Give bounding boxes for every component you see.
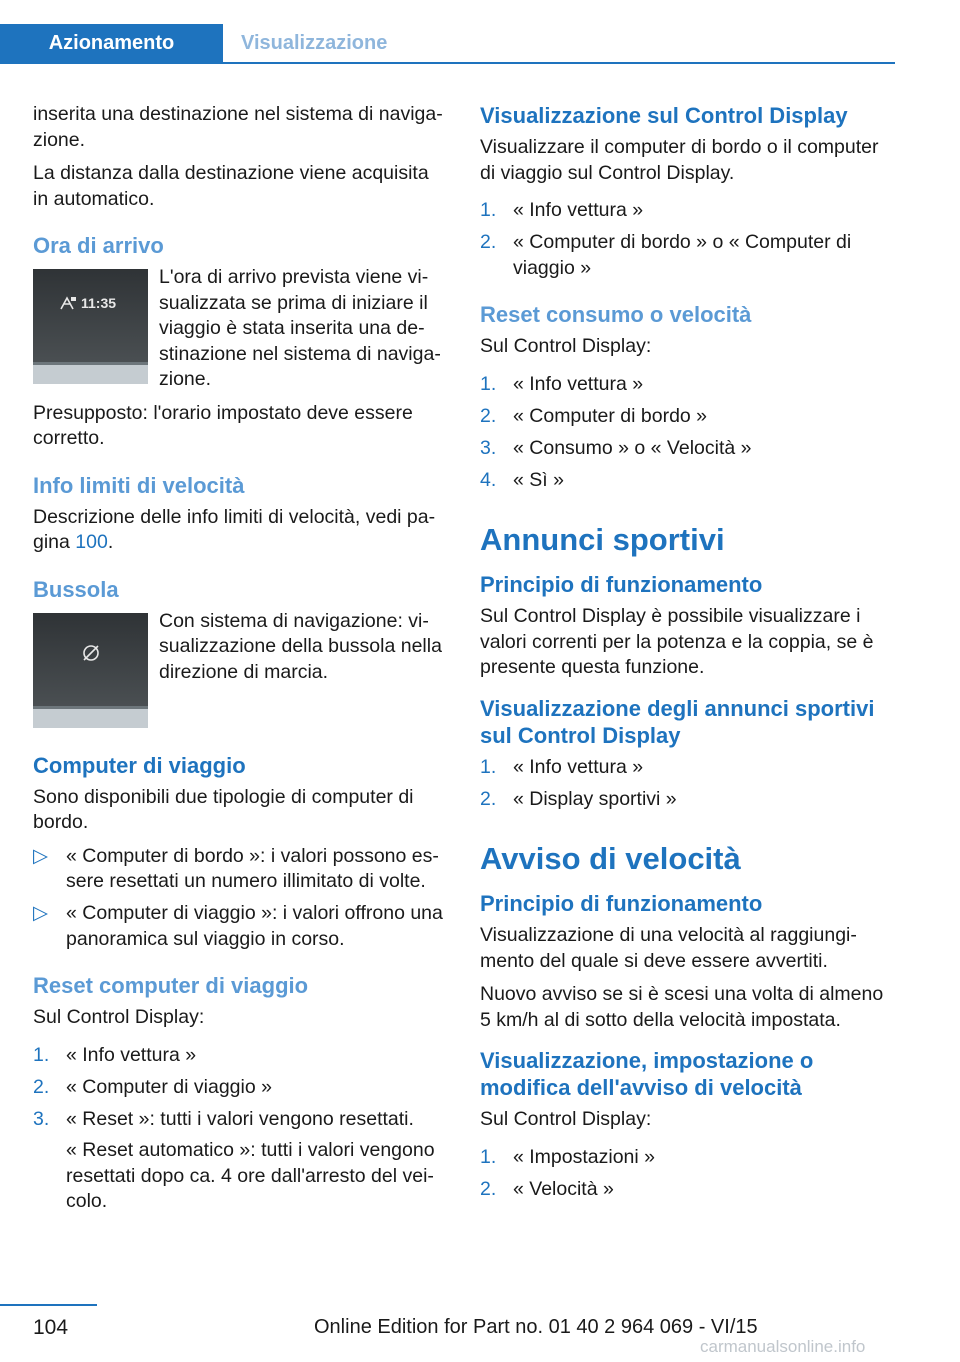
cd-display-text: Visualizzare il computer di bordo o il computer di viaggio sul Control Display. (480, 136, 879, 184)
list-item: 3. « Reset »: tutti i valori vengono resettati. « Reset automatico »: tutti i valori vengono resettati dopo ca. 4 ore dall'arresto del vei-colo. (33, 1107, 448, 1215)
arrival-screen-image (33, 269, 148, 384)
compass-icon (81, 643, 101, 663)
chapter-tab: Azionamento (0, 24, 223, 62)
compass-figure-row (33, 609, 448, 728)
list-item: 3. « Consumo » o « Velocità » (480, 436, 752, 459)
intro-paragraph-1: inserita una destinazione nel sistema di naviga-zione. (33, 103, 443, 151)
list-item: 2. « Velocità » (480, 1177, 614, 1200)
reset-consumption-intro: Sul Control Display: (480, 335, 652, 357)
arrival-text: L'ora di arrivo prevista viene vi-sualizzata se prima di iniziare il viaggio è stata inserita una de-stinazione nel sistema di naviga-zione. (159, 266, 441, 390)
intro-paragraph-2: La distanza dalla destinazione viene acquisita in automatico. (33, 162, 429, 210)
speed-warning-p2: Nuovo avviso se si è scesi una volta di almeno 5 km/h al di sotto della velocità impostata. (480, 983, 884, 1031)
sport-steps (480, 755, 895, 813)
reset-consumption-steps (480, 372, 895, 494)
trip-computer-text: Sono disponibili due tipologie di computer di bordo. (33, 785, 414, 833)
cd-display-title: Visualizzazione sul Control Display (480, 103, 848, 128)
right-column (480, 102, 895, 1209)
watermark: carmanualsonline.info (700, 1337, 866, 1356)
list-item: 4. « Sì » (480, 468, 564, 491)
left-column (33, 102, 448, 1221)
list-item: ▷ « Computer di viaggio »: i valori offrono una panoramica sul viaggio in corso. (33, 902, 443, 950)
cd-display-steps (480, 198, 895, 281)
compass-screen-image (33, 613, 148, 728)
list-item: 1. « Impostazioni » (480, 1145, 655, 1168)
reset-trip-steps (33, 1043, 448, 1215)
speed-warning-p1: Visualizzazione di una velocità al raggiungi-mento del quale si deve essere avvertiti. (480, 924, 857, 972)
triangle-right-icon: ▷ (33, 844, 48, 867)
navigation-flag-icon (59, 296, 77, 310)
page-header (0, 24, 895, 64)
arrival-title: Ora di arrivo (33, 233, 164, 258)
speed-limits-text: Descrizione delle info limiti di velocità, vedi pa-gina 100. (33, 505, 436, 553)
list-item: 1. « Info vettura » (33, 1043, 197, 1066)
sport-principle-title: Principio di funzionamento (480, 572, 763, 597)
list-item: 2. « Display sportivi » (480, 787, 677, 810)
speed-warning-set-title: Visualizzazione, impostazione o modifica dell'avviso di velocità (480, 1048, 814, 1100)
footer-rule (0, 1304, 97, 1306)
reset-automatic-note: « Reset automatico »: tutti i valori vengono resettati dopo ca. 4 ore dall'arresto del vei-colo. (66, 1139, 435, 1212)
page-number: 104 (33, 1316, 69, 1339)
list-item: 2. « Computer di viaggio » (33, 1075, 272, 1098)
triangle-right-icon: ▷ (33, 902, 48, 924)
reset-trip-title: Reset computer di viaggio (33, 973, 309, 998)
arrival-figure-row (33, 265, 448, 401)
sport-show-title: Visualizzazione degli annunci sportivi sul Control Display (480, 695, 875, 748)
compass-title: Bussola (33, 576, 119, 602)
arrival-note: Presupposto: l'orario impostato deve essere corretto. (33, 401, 413, 449)
list-item: ▷ « Computer di bordo »: i valori possono es-sere resettati un numero illimitato di volte. (33, 844, 439, 892)
sport-principle-text: Sul Control Display è possibile visualizzare i valori correnti per la potenza e la coppia, se è presente questa funzione. (480, 605, 874, 678)
edition-note: Online Edition for Part no. 01 40 2 964 069 - VI/15 (314, 1316, 758, 1338)
speed-warning-principle-title: Principio di funzionamento (480, 891, 763, 916)
speed-warning-title: Avviso di velocità (480, 841, 741, 876)
list-item: 1. « Info vettura » (480, 372, 644, 395)
page-reference-link[interactable]: 100 (75, 531, 108, 553)
arrival-screen-readout: 11:35 (59, 295, 116, 311)
reset-trip-intro: Sul Control Display: (33, 1006, 205, 1028)
list-item: 2. « Computer di bordo » (480, 404, 708, 427)
list-item: 1. « Info vettura » (480, 199, 644, 221)
trip-computer-title: Computer di viaggio (33, 752, 246, 778)
reset-consumption-title: Reset consumo o velocità (480, 302, 752, 327)
list-item: 2. « Computer di bordo » o « Computer di viaggio » (480, 231, 852, 279)
speed-warning-steps (480, 1145, 895, 1203)
compass-text: Con sistema di navigazione: vi-sualizzazione della bussola nella direzione di marcia. (159, 609, 442, 683)
section-tab: Visualizzazione (241, 31, 388, 54)
speed-warning-intro: Sul Control Display: (480, 1108, 652, 1130)
sport-title: Annunci sportivi (480, 522, 725, 557)
speed-limits-title: Info limiti di velocità (33, 472, 245, 498)
trip-computer-list (33, 844, 448, 953)
list-item: 1. « Info vettura » (480, 755, 644, 778)
